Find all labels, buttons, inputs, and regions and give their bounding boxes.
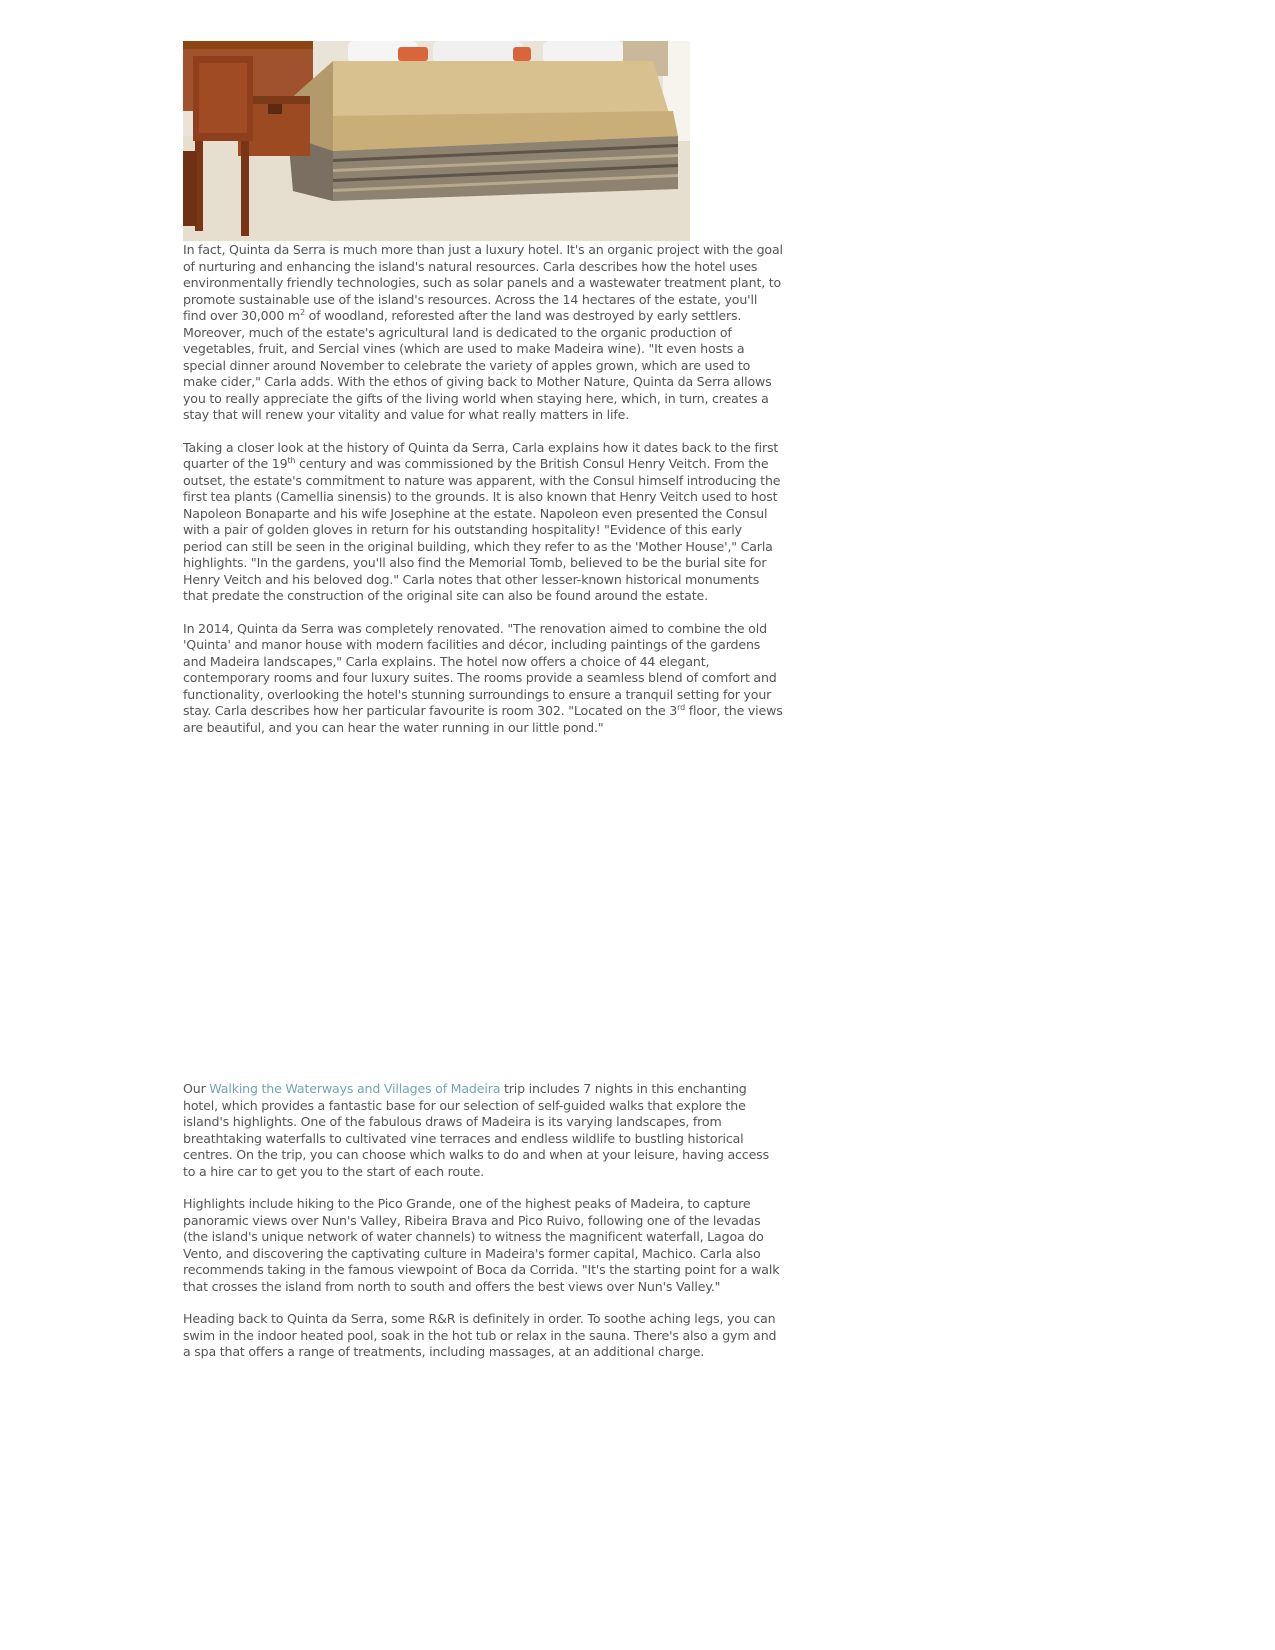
superscript-squared: 2 [300, 308, 305, 317]
paragraph-trip [183, 1081, 783, 1180]
article [183, 41, 783, 1361]
paragraph-renovation-text-a: In 2014, Quinta da Serra was completely renovated. "The renovation aimed to combine the old 'Quinta' and manor house with modern facilities and décor, including paintings of the gardens and Madeira landscapes," Carla explains. The hotel now offers a choice of 44 elegant, contemporary rooms and four luxury suites. The rooms provide a seamless blend of comfort and functionality, overlooking the hotel's stunning surroundings to ensure a tranquil setting for your stay. Carla describes how her particular favourite is room 302. "Located on the 3 [183, 620, 777, 718]
paragraph-sustainability [183, 242, 783, 424]
paragraph-history [183, 440, 783, 605]
bedroom-illustration [183, 41, 690, 241]
superscript-rd: rd [677, 703, 686, 712]
paragraph-renovation [183, 621, 783, 737]
paragraph-sustainability-text-a: In fact, Quinta da Serra is much more than just a luxury hotel. It's an organic project with the goal of nurturing and enhancing the island's natural resources. Carla describes how the hotel uses environmentally friendly technologies, such as solar panels and a wastewater treatment plant, to promote sustainable use of the island's resources. Across the 14 hectares of the estate, you'll find over 30,000 m [183, 242, 783, 323]
hotel-bedroom-photo [183, 41, 690, 241]
blank-space [183, 736, 783, 1081]
paragraph-trip-prefix: Our [183, 1081, 210, 1096]
paragraph-renovation-text-b: floor, the views are beautiful, and you can hear the water running in our little pond." [183, 703, 783, 735]
paragraph-history-text-a: Taking a closer look at the history of Quinta da Serra, Carla explains how it dates back to the first quarter of the 19 [183, 439, 779, 471]
trip-link[interactable]: Walking the Waterways and Villages of Madeira [209, 1081, 501, 1096]
paragraph-history-text-b: century and was commissioned by the British Consul Henry Veitch. From the outset, the estate's commitment to nature was apparent, with the Consul himself introducing the first tea plants (Camellia sinensis) to the grounds. It is also known that Henry Veitch used to host Napoleon Bonaparte and his wife Josephine at the estate. Napoleon even presented the Consul with a pair of golden gloves in return for his outstanding hospitality! "Evidence of this early period can still be seen in the original building, which they refer to as the 'Mother House'," Carla highlights. "In the gardens, you'll also find the Memorial Tomb, believed to be the burial site for Henry Veitch and his beloved dog." Carla notes that other lesser-known historical monuments that predate the construction of the original site can also be found around the estate. [183, 456, 781, 603]
paragraph-trip-text: trip includes 7 nights in this enchanting hotel, which provides a fantastic base for our selection of self-guided walks that explore the island's highlights. One of the fabulous draws of Madeira is its varying landscapes, from breathtaking waterfalls to cultivated vine terraces and endless wildlife to bustling historical centres. On the trip, you can choose which walks to do and when at your leisure, having access to a hire car to get you to the start of each route. [183, 1081, 770, 1179]
paragraph-sustainability-text-b: of woodland, reforested after the land was destroyed by early settlers. Moreover, much of the estate's agricultural land is dedicated to the organic production of vegetables, fruit, and Sercial vines (which are used to make Madeira wine). "It even hosts a special dinner around November to celebrate the variety of apples grown, which are used to make cider," Carla adds. With the ethos of giving back to Mother Nature, Quinta da Serra allows you to really appreciate the gifts of the living world when staying here, which, in turn, creates a stay that will renew your vitality and value for what really matters in life. [183, 308, 772, 422]
superscript-th: th [287, 456, 296, 465]
paragraph-highlights: Highlights include hiking to the Pico Grande, one of the highest peaks of Madeira, to capture panoramic views over Nun's Valley, Ribeira Brava and Pico Ruivo, following one of the levadas (the island's unique network of water channels) to witness the magnificent waterfall, Lagoa do Vento, and discovering the captivating culture in Madeira's former capital, Machico. Carla also recommends taking in the famous viewpoint of Boca da Corrida. "It's the starting point for a walk that crosses the island from north to south and offers the best views over Nun's Valley." [183, 1196, 780, 1294]
paragraph-relaxation: Heading back to Quinta da Serra, some R&R is definitely in order. To soothe aching legs, you can swim in the indoor heated pool, soak in the hot tub or relax in the sauna. There's also a gym and a spa that offers a range of treatments, including massages, at an additional charge. [183, 1311, 777, 1359]
